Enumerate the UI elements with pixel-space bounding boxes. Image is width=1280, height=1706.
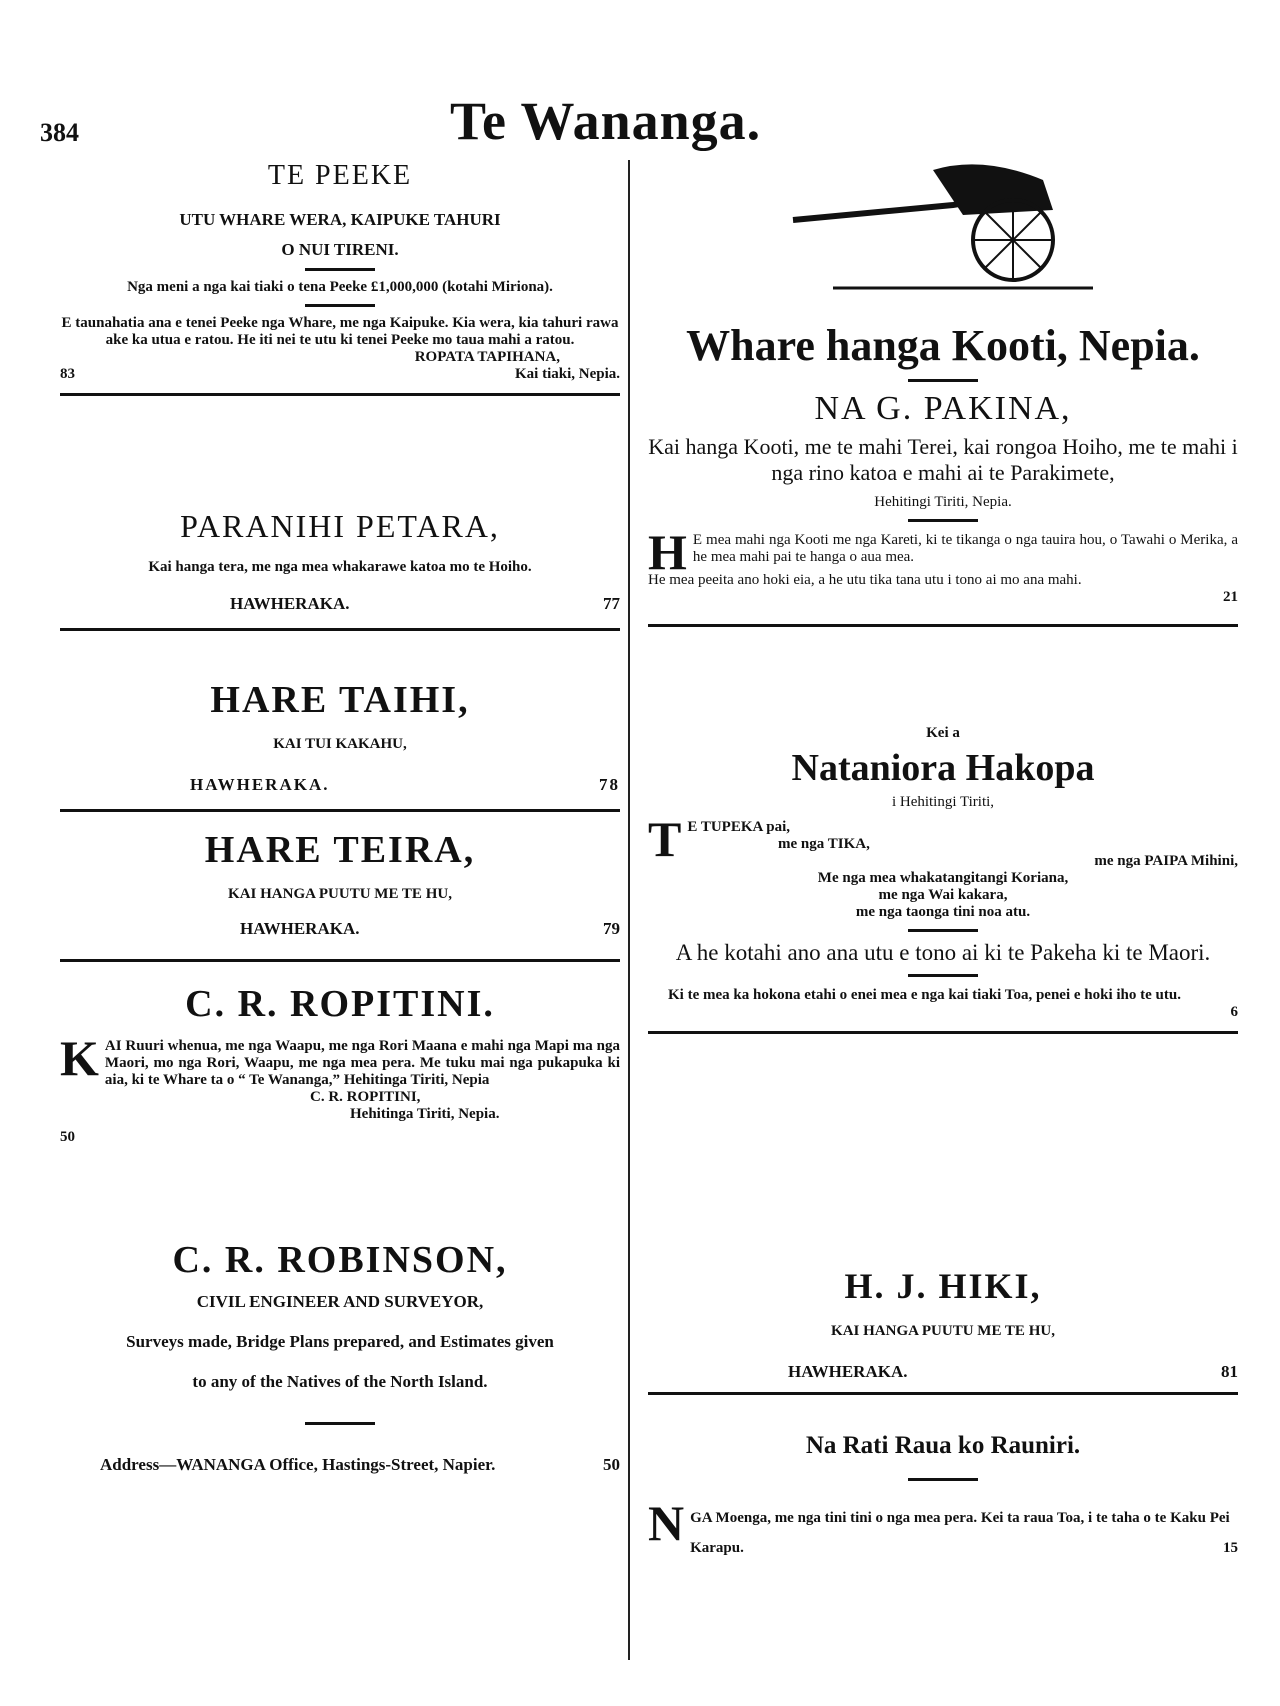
page-number: 384 [40, 118, 79, 147]
ad-pakina [648, 320, 1238, 637]
ad-number: 79 [603, 919, 620, 938]
ad-rauniri [648, 1432, 1238, 1563]
ad-number: 78 [599, 775, 620, 794]
cart-illustration [783, 160, 1103, 290]
ad-place: HAWHERAKA. [788, 1362, 908, 1381]
divider [908, 929, 978, 932]
ad-body: He mea peeita ano hoki eia, a he utu tika tana utu i tono ai mo ana mahi. [648, 572, 1082, 588]
ad-te-peeke [60, 160, 620, 406]
ad-hakopa [648, 725, 1238, 1044]
ad-body: E mea mahi nga Kooti me nga Kareti, ki te tikanga o nga tauira hou, o Tawahi o Merika, a he mea mahi pai te hanga o aua mea. [692, 532, 1238, 565]
ad-text: Nga meni a nga kai tiaki o tena Peeke £1,000,000 (kotahi Miriona). [127, 279, 553, 295]
ad-number: 50 [60, 1129, 75, 1145]
ad-signer-role: Kai tiaki, Nepia. [514, 366, 620, 382]
ad-heading: PARANIHI PETARA, [180, 508, 500, 544]
ad-line: O NUI TIRENI. [281, 240, 399, 259]
divider [908, 1478, 978, 1481]
drop-cap: N [648, 1495, 685, 1551]
ad-signer: ROPATA TAPIHANA, [414, 349, 560, 365]
ad-place: HAWHERAKA. [240, 919, 360, 938]
divider [305, 304, 375, 307]
ad-line: Surveys made, Bridge Plans prepared, and Estimates given [126, 1332, 554, 1351]
divider [60, 628, 620, 631]
ad-small-text: Ki te mea ka hokona etahi o enei mea e nga kai tiaki Toa, penei e hoki iho te utu. [668, 987, 1181, 1003]
ad-place: HAWHERAKA. [190, 775, 330, 794]
ad-line: me nga TIKA, [778, 836, 870, 852]
ad-addr: Hehitingi Tiriti, Nepia. [874, 494, 1012, 510]
ad-line: to any of the Natives of the North Island. [192, 1372, 488, 1391]
ad-name: Nataniora Hakopa [791, 747, 1095, 789]
divider [60, 809, 620, 812]
ad-signer-addr: Hehitinga Tiriti, Nepia. [350, 1106, 500, 1122]
drop-cap: K [60, 1030, 99, 1086]
ad-heading: C. R. ROPITINI. [185, 983, 495, 1025]
ad-addr: i Hehitingi Tiriti, [891, 794, 995, 810]
ad-hiki [648, 1265, 1238, 1405]
ad-robinson [60, 1238, 620, 1475]
ad-body: E taunahatia ana e tenei Peeke nga Whare, me nga Kaipuke. Kia wera, kia tahuri rawa ake ka utua e ratou. He iti nei te utu ki tenei Peeke mo taua mahi a ratou. [61, 315, 619, 348]
ad-sub: KAI TUI KAKAHU, [273, 736, 407, 752]
ad-sub: KAI HANGA PUUTU ME TE HU, [831, 1323, 1055, 1339]
ad-heading: H. J. HIKI, [844, 1266, 1042, 1306]
ad-line: me nga PAIPA Mihini, [1094, 853, 1238, 869]
ad-hare-teira [60, 828, 620, 972]
drop-cap: T [648, 811, 682, 867]
ad-number: 6 [1230, 1004, 1238, 1020]
ad-heading: HARE TAIHI, [210, 679, 470, 721]
divider [60, 393, 620, 396]
divider [305, 268, 375, 271]
divider [305, 1422, 375, 1425]
page-title: Te Wananga. [450, 91, 762, 151]
ad-heading: HARE TEIRA, [204, 829, 476, 871]
ad-place: HAWHERAKA. [230, 594, 350, 613]
ad-address: Address—WANANGA Office, Hastings-Street, Napier. [100, 1455, 496, 1474]
ad-line: me nga Wai kakara, [878, 887, 1008, 903]
divider [908, 519, 978, 522]
divider [648, 624, 1238, 627]
ad-name: NA G. PAKINA, [814, 390, 1072, 427]
ad-line: E TUPEKA pai, [687, 819, 791, 835]
ad-ropitini [60, 982, 620, 1146]
ad-body: Kai hanga tera, me nga mea whakarawe katoa mo te Hoiho. [148, 559, 532, 575]
divider [648, 1392, 1238, 1395]
ad-heading: Na Rati Raua ko Rauniri. [805, 1432, 1081, 1459]
ad-big-text: A he kotahi ano ana utu e tono ai ki te Pakeha ki te Maori. [675, 940, 1211, 965]
divider [648, 1031, 1238, 1034]
ad-line: Kai hanga Kooti, me te mahi Terei, kai rongoa Hoiho, me te mahi i nga rino katoa e mahi ai te Parakimete, [648, 434, 1238, 485]
ad-number: 81 [1221, 1362, 1238, 1381]
ad-body: AI Ruuri whenua, me nga Waapu, me nga Rori Maana e mahi nga Mapi ma nga Maori, mo nga Rori, Waapu, me nga mea pera. Me tuku mai nga pukapuka ki aia, ki te Whare ta o “ Te Wananga,” Hehitinga Tiriti, Nepia [104, 1038, 620, 1088]
ad-heading: C. R. ROBINSON, [172, 1239, 508, 1281]
ad-number: 15 [1223, 1540, 1238, 1556]
ad-number: 21 [1223, 589, 1238, 605]
ad-signer: C. R. ROPITINI, [310, 1089, 421, 1105]
ad-number: 77 [603, 594, 620, 613]
ad-sub: KAI HANGA PUUTU ME TE HU, [228, 886, 452, 902]
ad-paranihi-petara [60, 508, 620, 641]
drop-cap: H [648, 524, 687, 580]
right-column [648, 160, 1238, 1556]
ad-body: GA Moenga, me nga tini tini o nga mea pera. Kei ta raua Toa, i te taha o te Kaku Pei Karapu. [690, 1510, 1230, 1556]
divider [60, 959, 620, 962]
ad-pre: Kei a [926, 725, 960, 741]
ad-hare-taihi [60, 678, 620, 822]
ad-line: me nga taonga tini noa atu. [855, 904, 1031, 920]
ad-sub: CIVIL ENGINEER AND SURVEYOR, [196, 1292, 484, 1311]
ad-heading: TE PEEKE [267, 160, 413, 191]
ad-line: Me nga mea whakatangitangi Koriana, [817, 870, 1069, 886]
ad-number: 50 [603, 1455, 620, 1474]
ad-heading: Whare hanga Kooti, Nepia. [686, 321, 1200, 370]
divider [908, 379, 978, 382]
ad-number: 83 [60, 366, 75, 382]
divider [908, 974, 978, 977]
ad-line: UTU WHARE WERA, KAIPUKE TAHURI [179, 210, 501, 229]
column-divider [628, 160, 630, 1660]
